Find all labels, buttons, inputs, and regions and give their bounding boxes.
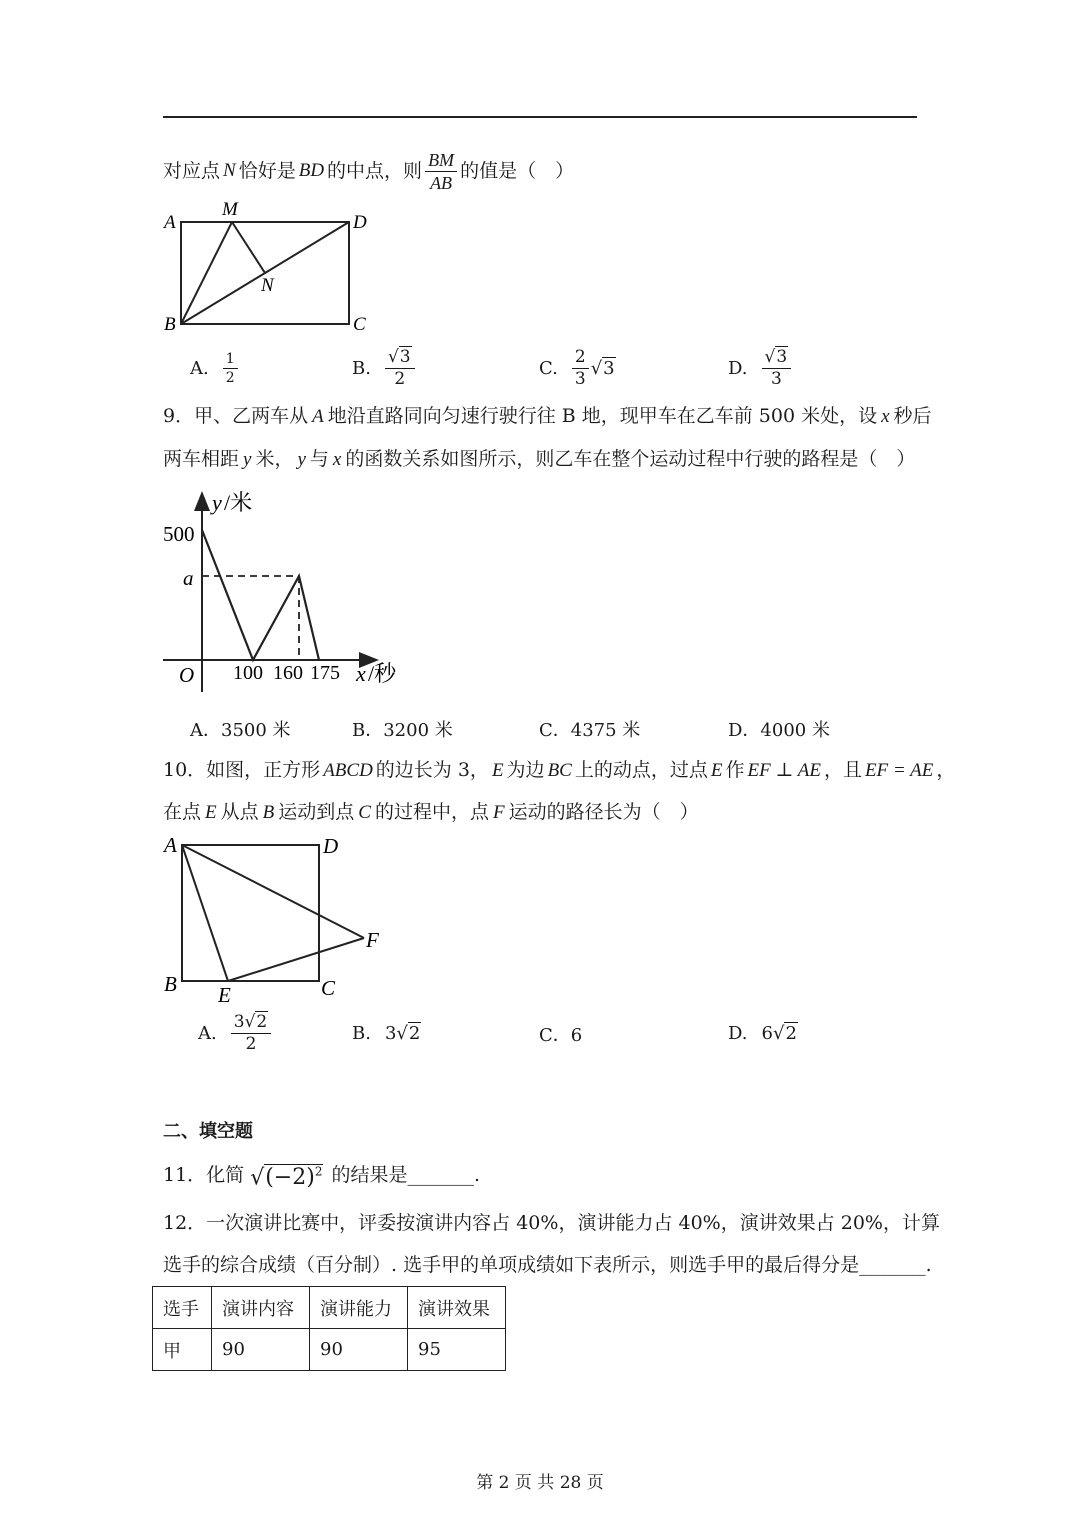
- q10-line1-d: 上的动点，过点: [574, 759, 708, 781]
- q10-option-d-rad: 2: [785, 1022, 797, 1044]
- q9-axis-x-unit: /秒: [368, 661, 397, 686]
- q9-axis-y-unit: /米: [224, 490, 253, 515]
- q8-option-c-frac: [572, 346, 589, 389]
- q8-option-a-num: 1: [223, 352, 238, 369]
- q10-option-a: [198, 1008, 271, 1058]
- q8-option-d-sqrt: √3: [762, 349, 792, 369]
- q8-option-d-label: D.: [728, 357, 748, 379]
- q10-option-b-rad: 2: [408, 1022, 421, 1044]
- q10-stem-line2: [163, 800, 699, 825]
- q11-suffix: 的结果是_______.: [331, 1164, 481, 1186]
- q9-axis-y-var: y: [212, 490, 222, 515]
- q10-option-d: [728, 1008, 798, 1058]
- q8-option-b-den: 2: [394, 368, 406, 389]
- q10-var-abcd: ABCD: [323, 760, 373, 781]
- q9-option-b: B．3200 米: [352, 720, 453, 741]
- q10-line2-d: 的过程中，点: [374, 801, 489, 823]
- q10-var-c: C: [358, 802, 371, 823]
- q8-stem: [163, 147, 574, 195]
- q10-option-b: [352, 1008, 421, 1058]
- q9-var-y: y: [243, 449, 252, 470]
- q10-option-a-frac: [231, 1011, 272, 1054]
- q8-rectangle-figure: [155, 195, 385, 340]
- q9-line1-a: 9．甲、乙两车从: [163, 405, 309, 427]
- q8-frac-den: AB: [430, 172, 453, 193]
- q10-var-ef-eq-ae: EF = AE: [864, 760, 934, 781]
- table-header-cell: 演讲内容: [212, 1287, 310, 1329]
- q8-option-b-label: B.: [352, 357, 371, 379]
- q8-option-d-rad: 3: [776, 346, 788, 367]
- q10-label-e: E: [218, 983, 231, 1007]
- q8-option-b: [352, 344, 415, 392]
- q8-fraction: [425, 151, 457, 192]
- q9-tick-500: 500: [163, 522, 195, 546]
- q8-option-b-sqrt: √3: [385, 349, 415, 369]
- q11-sqrt: $√(-2)^2$: [250, 1164, 323, 1191]
- q9-line1-b: 地沿直路同向匀速行驶行往 B 地，现甲车在乙车前 500 米处，设: [327, 405, 878, 427]
- q8-option-b-frac: [385, 346, 415, 389]
- q10-label-c: C: [321, 976, 336, 1000]
- q9-stem-line1: [163, 404, 932, 429]
- table-cell: 90: [310, 1329, 408, 1371]
- q10-line2-c: 运动到点: [278, 801, 355, 823]
- q8-option-c-den: 3: [574, 368, 586, 389]
- q10-line1-c: 为边: [506, 759, 545, 781]
- q10-label-b: B: [164, 972, 177, 996]
- q11-exponent: 2: [314, 1164, 323, 1179]
- q8-stem-mid2: 的中点，则: [327, 160, 423, 182]
- q9-line2-b: 米，: [255, 448, 294, 470]
- q11-stem: [163, 1155, 480, 1195]
- q8-label-m: M: [222, 199, 238, 220]
- q9-tick-100: 100: [233, 662, 263, 684]
- q10-var-e2: E: [710, 760, 723, 781]
- q8-option-d-den: 3: [770, 368, 782, 389]
- q9-option-a: A．3500 米: [190, 720, 291, 741]
- q9-stem-line2: [163, 447, 915, 472]
- q10-square-figure: [155, 830, 405, 1010]
- table-header-row: [153, 1287, 506, 1329]
- q10-line2-e: 运动的路径长为（ ）: [508, 801, 699, 823]
- q8-var-bd: BD: [298, 160, 325, 181]
- q9-origin: O: [179, 663, 195, 687]
- q10-option-a-den: 2: [245, 1033, 257, 1054]
- q8-option-b-rad: 3: [399, 346, 411, 367]
- q10-option-b-coef: 3: [384, 1022, 397, 1044]
- q10-var-ef-perp-ae: EF ⊥ AE: [747, 760, 821, 781]
- q9-line2-a: 两车相距: [163, 448, 240, 470]
- q10-stem-line1: [163, 758, 955, 783]
- q10-option-c: C．6: [539, 1025, 583, 1046]
- q8-stem-mid: 恰好是: [238, 160, 296, 182]
- q10-var-b: B: [262, 802, 275, 823]
- q10-var-bc: BC: [547, 760, 572, 781]
- q10-option-b-sqrt: √2: [396, 1022, 421, 1044]
- table-header-cell: 选手: [153, 1287, 212, 1329]
- q10-line1-g: ，: [936, 759, 956, 781]
- q8-option-a-label: A.: [190, 357, 209, 379]
- q10-option-a-rad: 2: [256, 1011, 268, 1032]
- q8-frac-num: BM: [425, 151, 457, 172]
- q10-line1-e: 作: [725, 759, 745, 781]
- q10-label-f: F: [366, 928, 379, 952]
- q8-var-n: N: [223, 160, 236, 181]
- q9-tick-160: 160: [273, 662, 303, 684]
- q10-line2-a: 在点: [163, 801, 202, 823]
- page-footer: 第 2 页 共 28 页: [476, 1473, 604, 1493]
- q8-label-d: D: [353, 212, 367, 233]
- q8-option-c: [539, 344, 616, 392]
- q10-var-f: F: [492, 802, 505, 823]
- q9-function-graph: [155, 485, 425, 700]
- q9-var-y2: y: [297, 449, 306, 470]
- q10-label-d: D: [323, 834, 339, 858]
- q11-prefix: 11．化简: [163, 1164, 245, 1186]
- q8-label-c: C: [353, 314, 366, 335]
- q8-option-c-sqrt: √3: [590, 357, 615, 379]
- q10-line1-b: 的边长为 3，: [375, 759, 489, 781]
- table-row: [153, 1329, 506, 1371]
- q9-line1-c: 秒后: [893, 405, 932, 427]
- q11-radicand-text: (−2): [265, 1165, 315, 1191]
- q10-label-a: A: [164, 833, 177, 857]
- q10-var-e: E: [491, 760, 504, 781]
- q10-var-e3: E: [205, 802, 217, 823]
- q10-option-a-coef: 3: [233, 1011, 245, 1032]
- q10-line1-f: ，且: [823, 759, 862, 781]
- q10-option-a-sqrt: √2: [244, 1011, 268, 1032]
- q8-stem-prefix: 对应点: [163, 160, 221, 182]
- q10-line2-b: 从点: [220, 801, 259, 823]
- q10-option-a-num: [231, 1011, 272, 1034]
- q12-stem-line2: 选手的综合成绩（百分制）. 选手甲的单项成绩如下表所示，则选手甲的最后得分是_______.: [163, 1254, 932, 1276]
- q9-line2-d: 的函数关系如图所示，则乙车在整个运动过程中行驶的路程是（ ）: [345, 448, 916, 470]
- q8-option-c-rad: 3: [603, 357, 615, 379]
- table-cell: 95: [408, 1329, 506, 1371]
- q8-option-c-num: 2: [572, 349, 589, 369]
- q10-option-d-label: D.: [728, 1022, 748, 1044]
- table-header-cell: 演讲效果: [408, 1287, 506, 1329]
- table-cell: 90: [212, 1329, 310, 1371]
- q8-option-c-label: C.: [539, 357, 558, 379]
- q8-option-d: [728, 344, 791, 392]
- q9-var-a: A: [312, 406, 324, 427]
- q9-var-x: x: [881, 406, 890, 427]
- header-rule: [163, 116, 917, 118]
- q8-label-a: A: [164, 212, 176, 233]
- q8-label-b: B: [164, 314, 176, 335]
- q8-option-a-frac: [223, 352, 238, 385]
- q8-option-d-frac: [762, 346, 792, 389]
- q9-var-x2: x: [332, 449, 342, 470]
- q9-tick-175: 175: [310, 662, 340, 684]
- q9-option-c: C．4375 米: [539, 720, 641, 741]
- q10-line1-a: 10．如图，正方形: [163, 759, 321, 781]
- table-cell: 甲: [153, 1329, 212, 1371]
- q10-option-d-coef: 6: [761, 1022, 773, 1044]
- q10-option-a-label: A.: [198, 1022, 217, 1044]
- q12-stem-line1: 12．一次演讲比赛中，评委按演讲内容占 40%，演讲能力占 40%，演讲效果占 20%，计算: [163, 1212, 940, 1234]
- section-title-fill-blank: 二、填空题: [163, 1121, 253, 1142]
- q9-tick-a: a: [183, 566, 194, 590]
- q9-line2-c: 与: [309, 448, 329, 470]
- q9-option-d: D．4000 米: [728, 720, 830, 741]
- q12-score-table: [152, 1286, 506, 1371]
- table-header-cell: 演讲能力: [310, 1287, 408, 1329]
- q8-label-n: N: [261, 275, 274, 296]
- q8-stem-suffix: 的值是（ ）: [460, 160, 575, 182]
- q9-axis-x-var: x: [356, 661, 366, 686]
- q10-option-d-sqrt: √2: [772, 1022, 797, 1044]
- q11-radicand: [264, 1164, 323, 1190]
- q8-option-a: [190, 344, 238, 392]
- q10-option-b-label: B.: [352, 1022, 371, 1044]
- q8-option-a-den: 2: [225, 369, 235, 386]
